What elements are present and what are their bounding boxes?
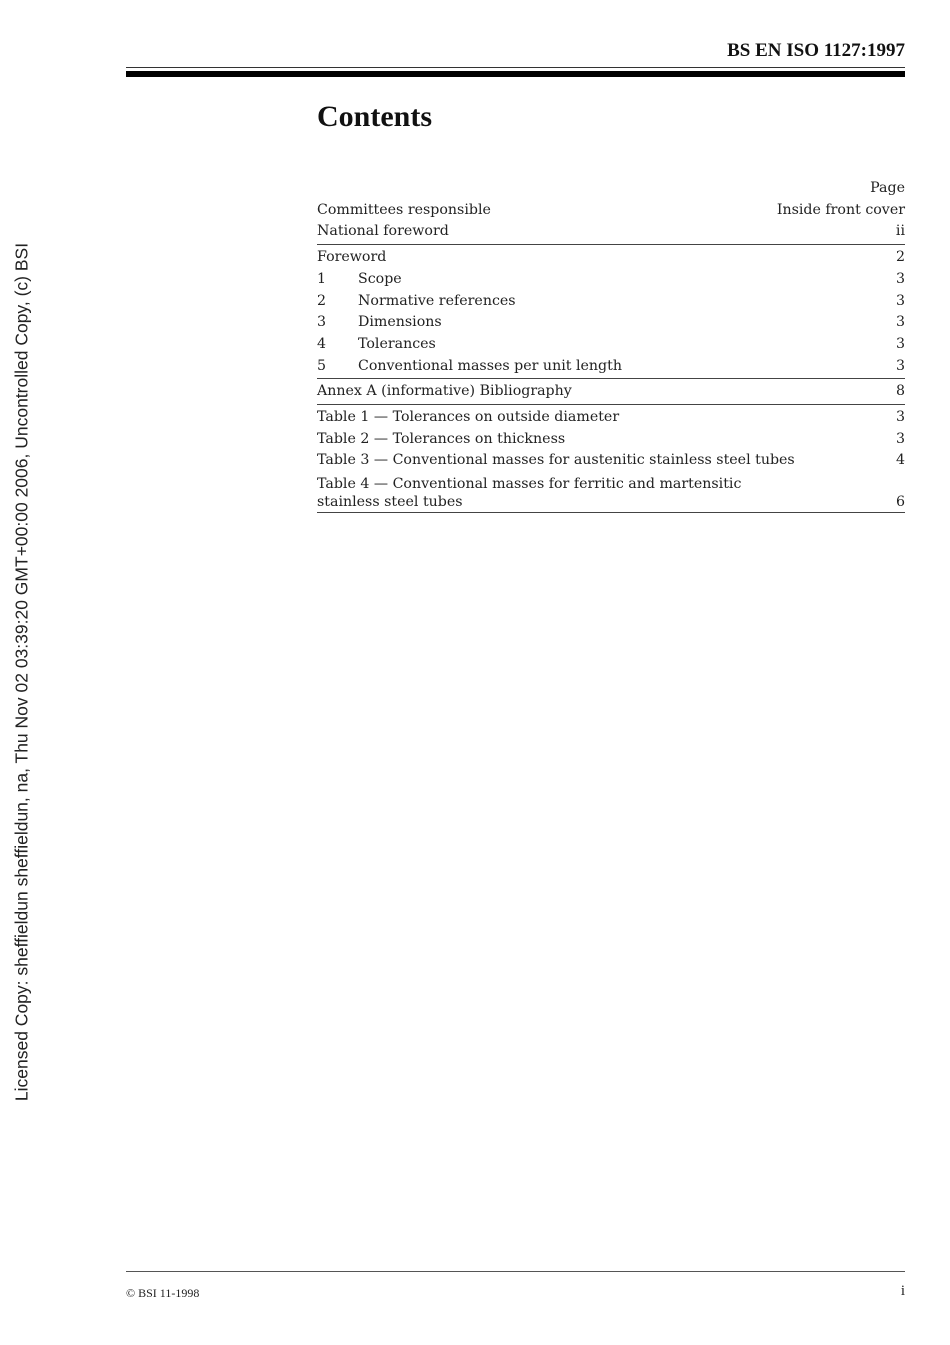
document-id: BS EN ISO 1127:1997 [727, 40, 905, 61]
toc-entry-label: Table 1 — Tolerances on outside diameter [317, 409, 620, 426]
toc-entry-page: Inside front cover [776, 201, 905, 218]
toc-entry-label-line-1: Table 4 — Conventional masses for ferritic and martensitic [317, 476, 742, 493]
toc-entry-foreword[interactable] [317, 247, 905, 269]
table-of-contents [317, 178, 905, 515]
toc-entry-committees[interactable] [317, 200, 905, 222]
license-watermark: Licensed Copy: sheffieldun sheffieldun, na, Thu Nov 02 03:39:20 GMT+00:00 2006, Uncontrolled Copy, (c) BSI [11, 242, 32, 1102]
toc-entry-page: 3 [895, 409, 905, 426]
toc-entry-page: 3 [895, 430, 905, 447]
header-thick-rule [126, 71, 905, 77]
toc-entry-page: 3 [895, 314, 905, 331]
toc-entry-label: Conventional masses per unit length [358, 357, 622, 374]
toc-entry-label: Dimensions [358, 314, 442, 331]
toc-entry-label: Committees responsible [317, 201, 491, 218]
toc-entry-page: 3 [895, 292, 905, 309]
toc-entry-label: National foreword [317, 223, 449, 240]
toc-entry-label: Scope [358, 270, 402, 287]
toc-entry-label [317, 476, 741, 511]
toc-entry-label: Table 2 — Tolerances on thickness [317, 430, 566, 447]
toc-entry-page: 3 [895, 357, 905, 374]
toc-entry-page: 3 [895, 335, 905, 352]
toc-entry-page: ii [895, 223, 905, 240]
toc-entry-number: 5 [317, 357, 327, 374]
header-thin-rule [126, 67, 905, 68]
toc-entry-number: 4 [317, 335, 327, 352]
toc-entry-tolerances[interactable] [317, 334, 905, 356]
toc-entry-dimensions[interactable] [317, 312, 905, 334]
page-column-header: Page [870, 180, 905, 196]
toc-entry-page: 4 [895, 452, 905, 469]
toc-entry-number: 1 [317, 270, 327, 287]
toc-entry-label: Annex A (informative) Bibliography [317, 383, 572, 400]
toc-entry-number: 3 [317, 314, 327, 331]
page-title: Contents [317, 100, 433, 133]
toc-entry-table-4[interactable] [317, 476, 905, 513]
page-number: i [900, 1283, 905, 1299]
toc-entry-normative-references[interactable] [317, 291, 905, 313]
toc-entry-table-2[interactable] [317, 429, 905, 451]
toc-entry-page: 2 [895, 249, 905, 266]
toc-entry-label: Normative references [358, 292, 516, 309]
copyright-notice: © BSI 11-1998 [126, 1286, 200, 1300]
toc-entry-page: 3 [895, 270, 905, 287]
toc-entry-page: 8 [895, 383, 905, 400]
toc-entry-national-foreword[interactable] [317, 221, 905, 245]
toc-entry-table-3[interactable] [317, 450, 905, 472]
toc-entry-scope[interactable] [317, 269, 905, 291]
toc-entry-label: Table 3 — Conventional masses for austenitic stainless steel tubes [317, 452, 795, 469]
toc-entry-conventional-masses[interactable] [317, 356, 905, 380]
toc-entry-label: Foreword [317, 249, 387, 266]
toc-entry-number: 2 [317, 292, 327, 309]
toc-entry-table-1[interactable] [317, 407, 905, 429]
toc-entry-label: Tolerances [358, 335, 436, 352]
toc-entry-label-line-2: stainless steel tubes [317, 493, 463, 510]
toc-entry-page: 6 [895, 493, 905, 510]
toc-entry-annex-a[interactable] [317, 381, 905, 405]
footer-rule [126, 1271, 905, 1272]
